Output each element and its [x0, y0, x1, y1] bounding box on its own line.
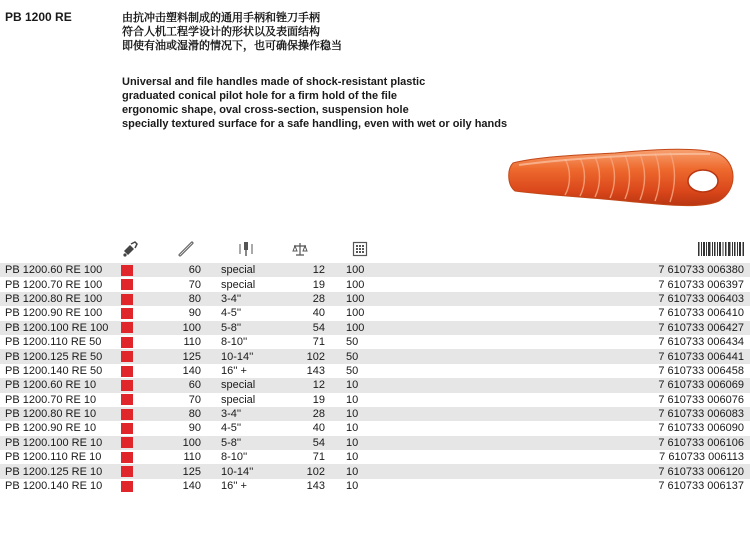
length-cell: 125 [158, 349, 201, 363]
color-swatch [121, 423, 133, 434]
weight-cell: 12 [283, 263, 325, 277]
pack-quantity-cell: 10 [346, 393, 359, 406]
spacer-cell [201, 292, 221, 306]
article-number: PB 1200.70 RE 10 [5, 393, 97, 406]
color-swatch [121, 308, 133, 319]
article-number: PB 1200.90 RE 100 [5, 307, 103, 320]
file-size-cell: 3-4'' [221, 407, 283, 421]
length-icon [178, 241, 194, 257]
ean-cell: 7 610733 006137 [658, 480, 744, 493]
weight-cell: 28 [283, 407, 325, 421]
ean-cell: 7 610733 006410 [658, 307, 744, 320]
column-icon-row [0, 238, 750, 260]
length-cell: 140 [182, 480, 201, 493]
file-size-cell: 8-10'' [221, 451, 248, 464]
spacer-cell [201, 378, 221, 392]
description-en-line: specially textured surface for a safe handling, even with wet or oily hands [122, 118, 508, 130]
spacer-cell [201, 364, 221, 378]
article-number: PB 1200.110 RE 10 [5, 451, 102, 464]
ean-cell: 7 610733 006120 [406, 464, 750, 478]
pack-quantity-cell: 10 [346, 451, 359, 464]
article-number: PB 1200.125 RE 50 [0, 349, 118, 363]
ean-cell: 7 610733 006427 [406, 321, 750, 335]
length-cell: 125 [158, 464, 201, 478]
length-cell: 90 [188, 422, 201, 435]
spacer-cell [201, 393, 221, 407]
color-swatch [121, 481, 133, 492]
ean-cell: 7 610733 006397 [658, 278, 744, 291]
length-cell: 110 [183, 336, 201, 349]
ean-cell: 7 610733 006090 [658, 422, 744, 435]
pack-quantity-cell: 10 [346, 480, 359, 493]
color-cell [118, 335, 158, 349]
table-row [0, 306, 750, 320]
length-cell: 140 [182, 364, 201, 377]
ean-cell: 7 610733 006458 [658, 364, 744, 377]
color-cell [118, 263, 158, 277]
file-size-cell: 16'' + [221, 364, 247, 377]
weight-cell: 40 [312, 307, 325, 320]
scale-icon [292, 241, 308, 257]
ean-cell: 7 610733 006083 [406, 407, 750, 421]
color-cell [118, 450, 158, 464]
weight-cell: 54 [283, 436, 325, 450]
weight-cell: 143 [306, 480, 325, 493]
spacer-cell [325, 407, 346, 421]
file-size-cell: special [221, 378, 283, 392]
spacer-cell [325, 306, 346, 320]
file-size-cell: 10-14'' [221, 349, 283, 363]
table-row [0, 364, 750, 378]
file-size-cell: 5-8'' [221, 321, 283, 335]
description-en-line: ergonomic shape, oval cross-section, suspension hole [122, 104, 409, 116]
file-size-cell: special [221, 393, 256, 406]
ean-cell: 7 610733 006380 [406, 263, 750, 277]
file-size-cell: 8-10'' [221, 336, 248, 349]
spacer-cell [325, 378, 346, 392]
spacer-cell [201, 321, 221, 335]
table-row [0, 436, 750, 450]
table-row [0, 321, 750, 335]
pack-quantity-cell: 100 [346, 292, 406, 306]
barcode-icon [698, 241, 744, 257]
color-cell [118, 479, 158, 493]
file-size-cell: 3-4'' [221, 292, 283, 306]
pack-quantity-cell: 10 [346, 378, 406, 392]
length-cell: 60 [158, 378, 201, 392]
spacer-cell [201, 464, 221, 478]
article-number: PB 1200.90 RE 10 [5, 422, 97, 435]
spacer-cell [201, 436, 221, 450]
file-size-cell: special [221, 278, 256, 291]
ean-cell: 7 610733 006403 [406, 292, 750, 306]
color-swatch [121, 466, 133, 477]
description-zh-line: 即使有油或湿滑的情况下，也可确保操作稳当 [122, 40, 342, 52]
spacer-cell [201, 421, 221, 435]
spacer-cell [325, 364, 346, 378]
ean-cell: 7 610733 006441 [406, 349, 750, 363]
color-swatch [121, 366, 133, 377]
color-cell [118, 349, 158, 363]
spacer-cell [201, 450, 221, 464]
article-number: PB 1200.80 RE 100 [0, 292, 118, 306]
weight-cell: 71 [312, 451, 325, 464]
length-cell: 70 [188, 393, 201, 406]
table-row [0, 277, 750, 291]
article-number: PB 1200.70 RE 100 [5, 278, 103, 291]
spacer-cell [201, 407, 221, 421]
table-row [0, 378, 750, 392]
color-cell [118, 464, 158, 478]
length-cell: 60 [158, 263, 201, 277]
spacer-cell [325, 263, 346, 277]
spacer-cell [201, 263, 221, 277]
weight-cell: 102 [283, 349, 325, 363]
color-cell [118, 421, 158, 435]
ean-cell: 7 610733 006113 [659, 451, 744, 464]
spacer-cell [201, 479, 221, 493]
file-size-icon [238, 241, 254, 257]
table-row [0, 421, 750, 435]
color-swatch [121, 337, 133, 348]
table-row [0, 393, 750, 407]
color-cell [118, 393, 158, 407]
article-number: PB 1200.60 RE 10 [0, 378, 118, 392]
file-handle-image [505, 145, 740, 210]
article-number: PB 1200.80 RE 10 [0, 407, 118, 421]
pack-quantity-cell: 50 [346, 336, 359, 349]
pack-quantity-cell: 100 [346, 307, 365, 320]
pack-quantity-cell: 10 [346, 436, 406, 450]
ean-cell: 7 610733 006434 [658, 336, 744, 349]
pack-quantity-cell: 10 [346, 407, 406, 421]
pack-quantity-cell: 100 [346, 321, 406, 335]
color-swatch [121, 452, 133, 463]
length-cell: 80 [158, 407, 201, 421]
file-size-cell: 4-5'' [221, 307, 242, 320]
description-zh-line: 由抗冲击塑料制成的通用手柄和锉刀手柄 [122, 12, 320, 24]
weight-cell: 143 [306, 364, 325, 377]
table-row [0, 450, 750, 464]
table-row [0, 335, 750, 349]
color-cell [118, 378, 158, 392]
length-cell: 100 [158, 321, 201, 335]
spacer-cell [325, 479, 346, 493]
file-size-cell: 5-8'' [221, 436, 283, 450]
color-cell [118, 277, 158, 291]
weight-cell: 40 [312, 422, 325, 435]
length-cell: 110 [183, 451, 201, 464]
color-icon [122, 241, 138, 257]
ean-cell: 7 610733 006069 [406, 378, 750, 392]
spacer-cell [201, 306, 221, 320]
length-cell: 80 [158, 292, 201, 306]
description-en-line: Universal and file handles made of shock-resistant plastic [122, 76, 426, 88]
spacer-cell [201, 349, 221, 363]
spacer-cell [325, 335, 346, 349]
spacer-cell [201, 277, 221, 291]
spacer-cell [325, 464, 346, 478]
article-number: PB 1200.140 RE 50 [5, 364, 103, 377]
weight-cell: 19 [312, 393, 325, 406]
table-row [0, 349, 750, 363]
color-cell [118, 407, 158, 421]
table-row [0, 479, 750, 493]
ean-cell: 7 610733 006076 [658, 393, 744, 406]
length-cell: 100 [158, 436, 201, 450]
weight-cell: 19 [312, 278, 325, 291]
color-swatch [121, 394, 133, 405]
article-number: PB 1200.110 RE 50 [5, 336, 102, 349]
color-swatch [121, 279, 133, 290]
color-cell [118, 292, 158, 306]
weight-cell: 71 [312, 336, 325, 349]
weight-cell: 28 [283, 292, 325, 306]
color-swatch [121, 351, 133, 362]
color-swatch [121, 265, 133, 276]
article-number: PB 1200.100 RE 100 [0, 321, 118, 335]
pack-quantity-cell: 10 [346, 422, 359, 435]
pack-quantity-cell: 100 [346, 263, 406, 277]
description-en-line: graduated conical pilot hole for a firm hold of the file [122, 90, 398, 102]
weight-cell: 54 [283, 321, 325, 335]
weight-cell: 12 [283, 378, 325, 392]
color-swatch [121, 294, 133, 305]
product-code: PB 1200 RE [5, 10, 72, 24]
product-table [0, 263, 750, 493]
description-english [122, 75, 507, 131]
length-cell: 90 [188, 307, 201, 320]
article-number: PB 1200.140 RE 10 [5, 480, 103, 493]
spacer-cell [325, 450, 346, 464]
spacer-cell [201, 335, 221, 349]
package-icon [352, 241, 368, 257]
color-cell [118, 306, 158, 320]
spacer-cell [325, 292, 346, 306]
pack-quantity-cell: 10 [346, 464, 406, 478]
color-cell [118, 321, 158, 335]
file-size-cell: 16'' + [221, 480, 247, 493]
pack-quantity-cell: 50 [346, 364, 359, 377]
article-number: PB 1200.125 RE 10 [0, 464, 118, 478]
color-swatch [121, 409, 133, 420]
ean-cell: 7 610733 006106 [406, 436, 750, 450]
table-row [0, 263, 750, 277]
article-number: PB 1200.60 RE 100 [0, 263, 118, 277]
spacer-cell [325, 421, 346, 435]
spacer-cell [325, 321, 346, 335]
file-size-cell: 10-14'' [221, 464, 283, 478]
color-cell [118, 364, 158, 378]
table-row [0, 464, 750, 478]
spacer-cell [325, 277, 346, 291]
spacer-cell [325, 436, 346, 450]
table-row [0, 292, 750, 306]
length-cell: 70 [188, 278, 201, 291]
file-size-cell: special [221, 263, 283, 277]
color-swatch [121, 322, 133, 333]
article-number: PB 1200.100 RE 10 [0, 436, 118, 450]
spacer-cell [325, 393, 346, 407]
weight-cell: 102 [283, 464, 325, 478]
color-swatch [121, 380, 133, 391]
pack-quantity-cell: 100 [346, 278, 365, 291]
description-chinese [122, 11, 342, 53]
color-swatch [121, 437, 133, 448]
color-cell [118, 436, 158, 450]
description-zh-line: 符合人机工程学设计的形状以及表面结构 [122, 26, 320, 38]
table-row [0, 407, 750, 421]
file-size-cell: 4-5'' [221, 422, 242, 435]
pack-quantity-cell: 50 [346, 349, 406, 363]
spacer-cell [325, 349, 346, 363]
